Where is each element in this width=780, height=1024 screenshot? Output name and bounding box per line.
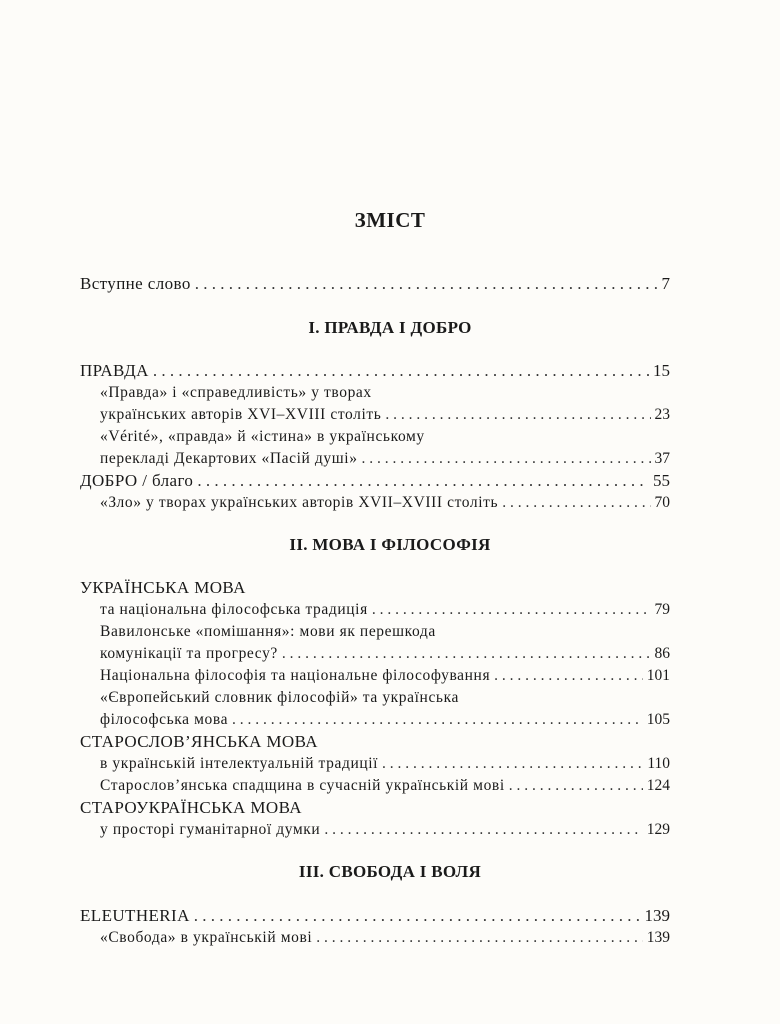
entry-title: Національна філософія та національне філософування xyxy=(100,667,491,684)
entry-title: українських авторів XVI–XVIII століть xyxy=(100,406,382,423)
entry-title: ELEUTHERIA xyxy=(80,906,190,925)
page-number: 129 xyxy=(646,821,670,838)
page-number: 101 xyxy=(646,667,670,684)
dot-leader xyxy=(194,905,641,927)
entry-title: ДОБРО / благо xyxy=(80,471,194,490)
dot-leader xyxy=(382,753,643,775)
section-heading-2: ІІ. МОВА І ФІЛОСОФІЯ xyxy=(289,535,491,554)
entry-title: Старослов’янська спадщина в сучасній українській мові xyxy=(100,777,505,794)
dot-leader xyxy=(153,360,649,382)
page-number: 70 xyxy=(654,494,670,511)
page-number: 79 xyxy=(654,601,670,618)
page-number: 7 xyxy=(661,274,670,293)
toc-entry-ukr-head: УКРАЇНСЬКА МОВА xyxy=(80,578,246,597)
entry-title: ПРАВДА xyxy=(80,361,149,380)
toc-subentry-natsionalna[interactable] xyxy=(100,665,670,687)
toc-entry-eleutheria[interactable] xyxy=(80,905,670,927)
section-heading-1: І. ПРАВДА І ДОБРО xyxy=(308,318,472,337)
page-number: 124 xyxy=(646,777,670,794)
toc-subentry-line: «Європейський словник філософій» та українська xyxy=(100,689,459,706)
page-number: 86 xyxy=(654,645,670,662)
dot-leader xyxy=(232,709,643,731)
toc-entry-dobro[interactable] xyxy=(80,470,670,492)
toc-subentry-staroukr-prostir[interactable] xyxy=(100,819,670,841)
section-heading-3: ІІІ. СВОБОДА І ВОЛЯ xyxy=(298,862,482,881)
page-number: 55 xyxy=(653,471,670,490)
page-number: 110 xyxy=(647,755,670,772)
toc-entry-staroukr-head: СТАРОУКРАЇНСЬКА МОВА xyxy=(80,798,302,817)
toc-subentry-vavylonske[interactable] xyxy=(100,643,670,665)
dot-leader xyxy=(324,819,642,841)
toc-subentry-svoboda[interactable] xyxy=(100,927,670,949)
toc-subentry-line: «Правда» і «справедливість» у творах xyxy=(100,384,372,401)
dot-leader xyxy=(372,599,651,621)
page-number: 37 xyxy=(654,450,670,467)
page-number: 139 xyxy=(646,929,670,946)
page-number: 139 xyxy=(644,906,670,925)
entry-title: та національна філософська традиція xyxy=(100,601,368,618)
toc-subentry-ukr-tradytsia[interactable] xyxy=(100,599,670,621)
dot-leader xyxy=(502,492,650,514)
dot-leader xyxy=(195,273,658,295)
page-number: 105 xyxy=(646,711,670,728)
entry-title: філософська мова xyxy=(100,711,229,728)
entry-title: перекладі Декартових «Пасій душі» xyxy=(100,450,358,467)
toc-heading: ЗМІСТ xyxy=(354,208,426,232)
toc-subentry-slovnyk[interactable] xyxy=(100,709,670,731)
toc-subentry-staro-tradytsia[interactable] xyxy=(100,753,670,775)
dot-leader xyxy=(362,448,651,470)
toc-subentry-staro-spadshchyna[interactable] xyxy=(100,775,670,797)
entry-title: «Свобода» в українській мові xyxy=(100,929,313,946)
dot-leader xyxy=(494,665,643,687)
dot-leader xyxy=(197,470,649,492)
toc-entry-staro-head: СТАРОСЛОВ’ЯНСЬКА МОВА xyxy=(80,732,318,751)
entry-title: у просторі гуманітарної думки xyxy=(100,821,321,838)
dot-leader xyxy=(282,643,651,665)
toc-subentry-line: «Vérité», «правда» й «істина» в українському xyxy=(100,428,425,445)
page-number: 15 xyxy=(653,361,670,380)
entry-title: Вступне слово xyxy=(80,274,191,293)
entry-title: комунікації та прогресу? xyxy=(100,645,278,662)
toc-subentry-verite[interactable] xyxy=(100,448,670,470)
entry-title: «Зло» у творах українських авторів XVII–XVIII століть xyxy=(100,494,499,511)
entry-title: в українській інтелектуальній традиції xyxy=(100,755,379,772)
page-number: 23 xyxy=(654,406,670,423)
dot-leader xyxy=(316,927,642,949)
dot-leader xyxy=(509,775,643,797)
toc-subentry-zlo[interactable] xyxy=(100,492,670,514)
toc-subentry-line: Вавилонське «помішання»: мови як перешкода xyxy=(100,623,436,640)
toc-entry-intro[interactable] xyxy=(80,273,670,295)
toc-entry-pravda[interactable] xyxy=(80,360,670,382)
toc-subentry-pravda-spravedlyvist[interactable] xyxy=(100,404,670,426)
dot-leader xyxy=(385,404,650,426)
